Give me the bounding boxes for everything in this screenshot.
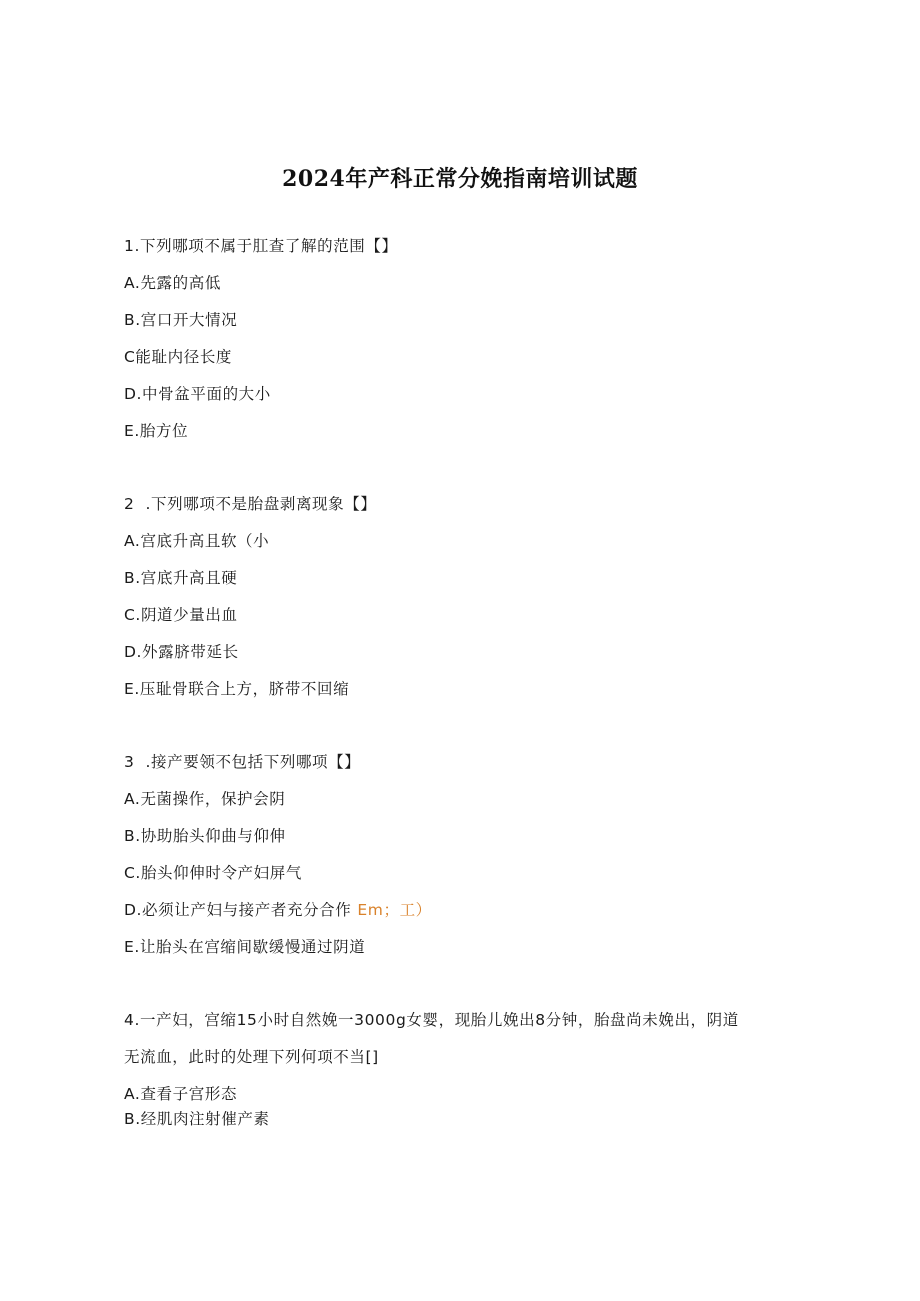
question-3-option-a: A.无菌操作，保护会阴 (124, 790, 286, 808)
question-1-option-b: B.宫口开大情况 (124, 311, 238, 329)
question-2-option-e: E.压耻骨联合上方，脐带不回缩 (124, 680, 350, 698)
question-1-option-a: A.先露的高低 (124, 274, 221, 292)
document-title: 2024年产科正常分娩指南培训试题 (282, 166, 638, 192)
question-1-stem: 1.下列哪项不属于肛查了解的范围【】 (124, 237, 398, 255)
question-3-option-b: B.协助胎头仰曲与仰伸 (124, 827, 286, 845)
question-2-option-c: C.阴道少量出血 (124, 606, 238, 624)
question-1-option-c: C能耻内径长度 (124, 348, 233, 366)
question-3-option-c: C.胎头仰伸时令产妇屏气 (124, 864, 302, 882)
question-3-option-d: D.必须让产妇与接产者充分合作 (124, 901, 352, 919)
question-1-option-d: D.中骨盆平面的大小 (124, 385, 271, 403)
question-1-option-e: E.胎方位 (124, 422, 189, 440)
question-4-stem-line-1: 4.一产妇，宫缩15小时自然娩一3000g女婴，现胎儿娩出8分钟，胎盘尚未娩出，阴道 (124, 1011, 739, 1029)
question-3-option-e: E.让胎头在宫缩间歇缓慢通过阴道 (124, 938, 366, 956)
question-4-stem-line-2: 无流血，此时的处理下列何项不当[] (124, 1048, 379, 1066)
question-3-stem: 3 .接产要领不包括下列哪项【】 (124, 753, 361, 771)
question-4-option-a: A.查看子宫形态 (124, 1085, 238, 1103)
question-2-option-b: B.宫底升高且硬 (124, 569, 238, 587)
question-3-option-d-row (124, 899, 432, 921)
question-2-option-d: D.外露脐带延长 (124, 643, 239, 661)
question-2-stem: 2 .下列哪项不是胎盘剥离现象【】 (124, 495, 377, 513)
question-3-annotation: Em；工） (357, 901, 432, 919)
question-4-option-b: B.经肌肉注射催产素 (124, 1110, 270, 1128)
question-2-option-a: A.宫底升高且软（小 (124, 532, 270, 550)
